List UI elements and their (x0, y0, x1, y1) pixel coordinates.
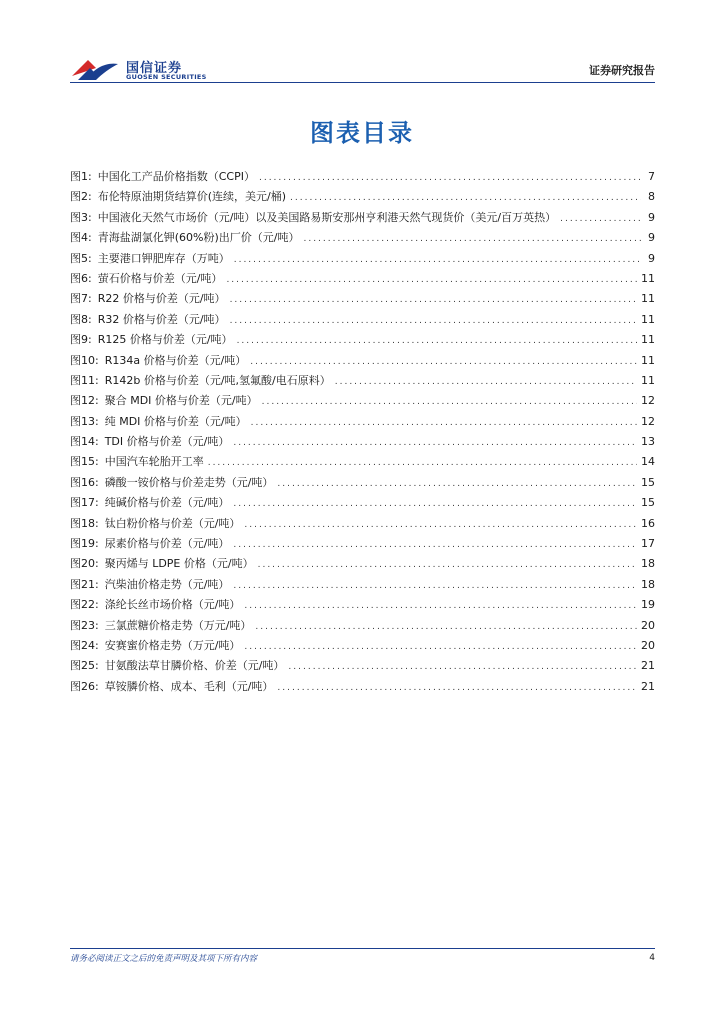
toc-leader-dots (258, 560, 637, 570)
toc-entry[interactable] (70, 188, 655, 208)
toc-entry-number: 图21: (70, 577, 99, 591)
guosen-logo (70, 52, 210, 86)
toc-entry-number: 图26: (70, 679, 99, 693)
toc-leader-dots (233, 540, 637, 550)
toc-leader-dots (244, 601, 637, 611)
toc-entry-number: 图20: (70, 557, 99, 571)
toc-entry-number: 图3: (70, 210, 92, 224)
table-of-figures (70, 168, 655, 698)
toc-entry[interactable] (70, 311, 655, 331)
toc-entry-number: 图14: (70, 435, 99, 449)
toc-leader-dots (250, 357, 637, 367)
toc-entry-page: 18 (641, 577, 655, 591)
toc-entry-label: 聚合 MDI 价格与价差（元/吨） (104, 394, 258, 408)
toc-entry[interactable] (70, 555, 655, 575)
toc-entry-label: 甘氨酸法草甘膦价格、价差（元/吨） (104, 659, 285, 673)
toc-entry-page: 17 (641, 537, 655, 551)
toc-entry-page: 9 (648, 210, 655, 224)
toc-leader-dots (230, 295, 637, 305)
toc-entry-label: 汽柴油价格走势（元/吨） (104, 577, 230, 591)
toc-entry[interactable] (70, 168, 655, 188)
toc-entry[interactable] (70, 515, 655, 535)
toc-leader-dots (233, 581, 637, 591)
toc-entry-number: 图7: (70, 292, 92, 306)
toc-entry-label: 尿素价格与价差（元/吨） (104, 537, 230, 551)
toc-entry-number: 图15: (70, 455, 99, 469)
toc-entry-page: 8 (648, 190, 655, 204)
toc-entry-number: 图25: (70, 659, 99, 673)
toc-entry-label: 布伦特原油期货结算价(连续，美元/桶) (97, 190, 287, 204)
toc-entry[interactable] (70, 576, 655, 596)
toc-entry-page: 20 (641, 618, 655, 632)
logo-cn-text: 国信证券 (126, 61, 183, 76)
toc-entry-label: R22 价格与价差（元/吨） (97, 292, 226, 306)
toc-entry-label: 中国化工产品价格指数（CCPI） (97, 170, 255, 183)
toc-entry-label: 青海盐湖氯化钾(60%粉)出厂价（元/吨） (97, 231, 300, 245)
toc-leader-dots (233, 499, 637, 509)
toc-entry-number: 图10: (70, 353, 99, 367)
toc-entry-page: 12 (641, 414, 655, 428)
toc-entry[interactable] (70, 229, 655, 249)
toc-entry-page: 9 (648, 231, 655, 245)
toc-entry-label: 中国汽车轮胎开工率 (104, 455, 204, 469)
toc-entry-label: 中国液化天然气市场价（元/吨）以及美国路易斯安那州亨利港天然气现货价（美元/百万英热） (97, 210, 557, 224)
toc-entry-page: 11 (641, 373, 655, 387)
toc-entry[interactable] (70, 372, 655, 392)
toc-entry-label: 萤石价格与价差（元/吨） (97, 271, 223, 285)
toc-leader-dots (244, 520, 637, 530)
toc-entry-number: 图8: (70, 312, 92, 326)
toc-leader-dots (290, 193, 641, 203)
toc-entry[interactable] (70, 352, 655, 372)
toc-entry-number: 图11: (70, 373, 99, 387)
toc-entry-number: 图5: (70, 251, 92, 265)
toc-entry[interactable] (70, 678, 655, 698)
toc-entry[interactable] (70, 433, 655, 453)
toc-entry-label: 聚丙烯与 LDPE 价格（元/吨） (104, 557, 254, 571)
toc-entry[interactable] (70, 392, 655, 412)
toc-leader-dots (234, 255, 641, 265)
toc-entry[interactable] (70, 290, 655, 310)
toc-entry[interactable] (70, 270, 655, 290)
toc-entry-number: 图18: (70, 516, 99, 530)
report-type: 证券研究报告 (589, 64, 655, 77)
toc-leader-dots (255, 622, 637, 632)
toc-entry-label: 三氯蔗糖价格走势（万元/吨） (104, 618, 252, 632)
toc-leader-dots (233, 438, 637, 448)
toc-entry-number: 图1: (70, 170, 92, 183)
toc-entry-page: 18 (641, 557, 655, 571)
footer-divider (70, 948, 655, 949)
toc-entry-number: 图9: (70, 333, 92, 347)
toc-entry-label: R142b 价格与价差（元/吨,氢氟酸/电石原料） (104, 373, 331, 387)
toc-entry-label: R134a 价格与价差（元/吨） (104, 353, 247, 367)
toc-entry-page: 13 (641, 435, 655, 449)
toc-entry[interactable] (70, 413, 655, 433)
toc-entry-page: 16 (641, 516, 655, 530)
toc-entry-page: 11 (641, 333, 655, 347)
toc-entry-label: TDI 价格与价差（元/吨） (104, 435, 230, 449)
toc-entry[interactable] (70, 209, 655, 229)
toc-entry-number: 图23: (70, 618, 99, 632)
toc-entry[interactable] (70, 596, 655, 616)
toc-entry-label: 安赛蜜价格走势（万元/吨） (104, 638, 241, 652)
toc-entry[interactable] (70, 657, 655, 677)
toc-entry-page: 11 (641, 271, 655, 285)
toc-entry-label: 磷酸一铵价格与价差走势（元/吨） (104, 475, 274, 489)
toc-entry-number: 图16: (70, 475, 99, 489)
page-number: 4 (649, 953, 655, 963)
toc-leader-dots (237, 336, 637, 346)
toc-entry-label: 涤纶长丝市场价格（元/吨） (104, 598, 241, 612)
toc-entry-page: 20 (641, 638, 655, 652)
toc-entry-label: 纯 MDI 价格与价差（元/吨） (104, 414, 247, 428)
toc-leader-dots (277, 479, 637, 489)
toc-entry[interactable] (70, 494, 655, 514)
guosen-logo-icon (70, 54, 120, 84)
page-header (70, 48, 655, 84)
toc-entry-page: 21 (641, 679, 655, 693)
toc-entry-number: 图13: (70, 414, 99, 428)
toc-leader-dots (262, 397, 637, 407)
toc-leader-dots (303, 234, 641, 244)
toc-entry-label: 钛白粉价格与价差（元/吨） (104, 516, 241, 530)
toc-entry-page: 15 (641, 475, 655, 489)
toc-leader-dots (230, 316, 637, 326)
toc-entry-page: 15 (641, 496, 655, 510)
toc-entry-number: 图24: (70, 638, 99, 652)
toc-entry-label: R32 价格与价差（元/吨） (97, 312, 226, 326)
toc-entry[interactable] (70, 453, 655, 473)
toc-entry[interactable] (70, 331, 655, 351)
toc-entry[interactable] (70, 474, 655, 494)
toc-entry[interactable] (70, 535, 655, 555)
toc-entry[interactable] (70, 637, 655, 657)
toc-entry-label: R125 价格与价差（元/吨） (97, 333, 233, 347)
header-divider (70, 82, 655, 83)
toc-leader-dots (560, 214, 641, 224)
toc-entry-label: 主要港口钾肥库存（万吨） (97, 251, 230, 265)
toc-leader-dots (259, 173, 641, 183)
toc-leader-dots (226, 275, 637, 285)
toc-leader-dots (335, 377, 637, 387)
toc-entry-number: 图17: (70, 496, 99, 510)
toc-entry-number: 图4: (70, 231, 92, 245)
toc-entry-page: 11 (641, 312, 655, 326)
toc-leader-dots (277, 683, 637, 693)
toc-entry-label: 纯碱价格与价差（元/吨） (104, 496, 230, 510)
toc-entry-page: 9 (648, 251, 655, 265)
toc-entry-page: 14 (641, 455, 655, 469)
toc-entry-label: 草铵膦价格、成本、毛利（元/吨） (104, 679, 274, 693)
toc-entry[interactable] (70, 250, 655, 270)
toc-entry-number: 图22: (70, 598, 99, 612)
toc-leader-dots (208, 458, 637, 468)
toc-entry-page: 12 (641, 394, 655, 408)
toc-entry-page: 19 (641, 598, 655, 612)
toc-entry-page: 11 (641, 292, 655, 306)
toc-entry-number: 图6: (70, 271, 92, 285)
toc-entry-page: 7 (648, 170, 655, 183)
page-title: 图表目录 (310, 119, 414, 147)
toc-leader-dots (288, 662, 637, 672)
toc-entry-number: 图19: (70, 537, 99, 551)
logo-en-text: GUOSEN SECURITIES (126, 73, 207, 81)
toc-entry-number: 图12: (70, 394, 99, 408)
toc-entry-number: 图2: (70, 190, 92, 204)
toc-entry-page: 21 (641, 659, 655, 673)
toc-leader-dots (251, 418, 637, 428)
footer-disclaimer: 请务必阅读正文之后的免责声明及其项下所有内容 (70, 954, 258, 964)
toc-entry[interactable] (70, 617, 655, 637)
toc-leader-dots (244, 642, 637, 652)
toc-entry-page: 11 (641, 353, 655, 367)
